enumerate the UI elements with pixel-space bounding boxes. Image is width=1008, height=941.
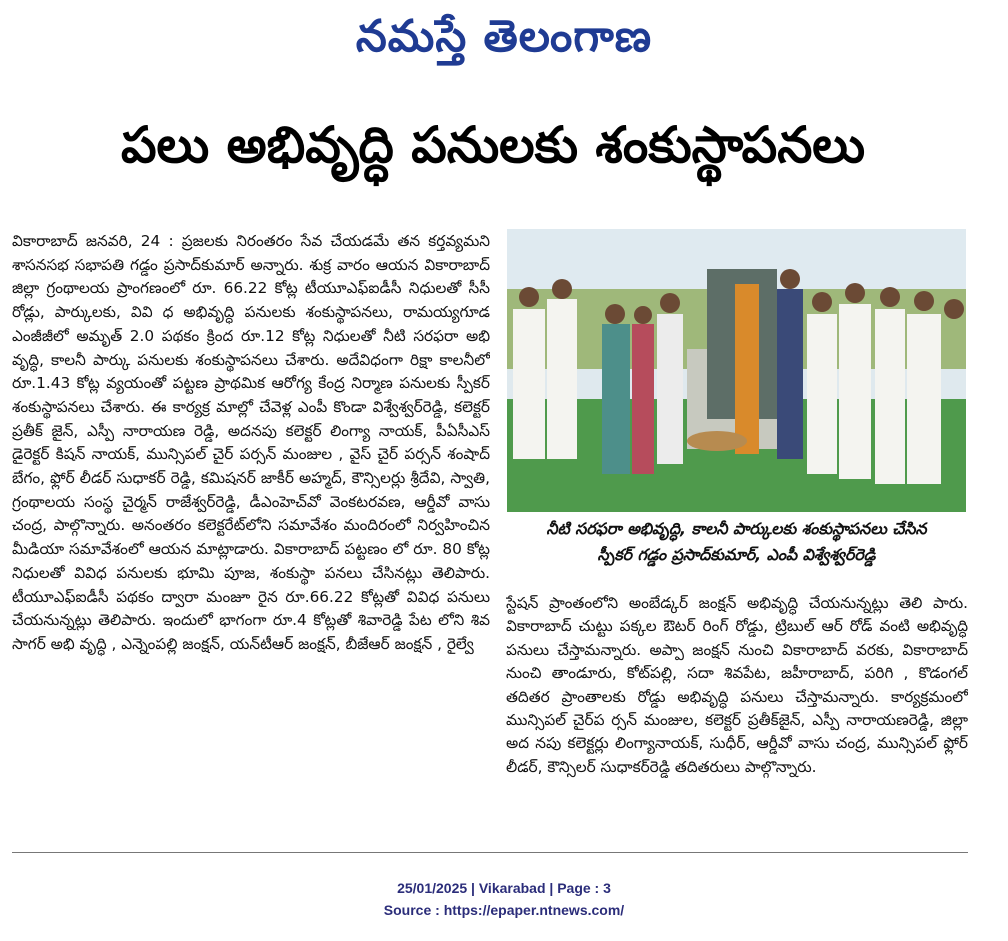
photo-caption [507, 516, 966, 580]
event-photo [507, 229, 966, 512]
page-footer [0, 877, 1008, 921]
bottom-divider [12, 852, 968, 853]
article-body-left-column [12, 230, 490, 842]
body-text-right: స్టేషన్ ప్రాంతంలోని అంబేడ్కర్ జంక్షన్ అభివృద్ధి చేయనున్నట్లు తెలి పారు. వికారాబాద్ చుట్టు పక్కల ఔటర్ రింగ్ రోడ్డు, ట్రిబుల్ ఆర్ రోడ్ వంటి అభివృద్ధి పనులు చేస్తామన్నారు. అప్పా జంక్షన్ నుంచి వికారాబాద్ వరకు, వికారాబాద్ నుంచి తాండూరు, కోట్‌పల్లి, సదా శివపేట, జహీరాబాద్, పరిగి , కొడంగల్ తదితర ప్రాంతాలకు రోడ్డు అభివృద్ధి పనులు చేస్తామన్నారు. కార్యక్రమంలో మున్సిపల్ చైర్‌ప ర్సన్ మంజుల, కలెక్టర్ ప్రతీక్‌జైన్, ఎస్పీ నారాయణరెడ్డి, జిల్లా అద నపు కలెక్టర్లు లింగ్యానాయక్, సుధీర్, ఆర్డీవో వాసు చంద్ర, మున్సిపల్ ఫ్లోర్ లీడర్, కౌన్సిలర్ సుధాకర్‌రెడ్డి తదితరులు పాల్గొన్నారు. [506, 594, 968, 776]
article-body-right-column [506, 592, 968, 842]
photo-caption-line-2: స్పీకర్ గడ్డం ప్రసాద్‌కుమార్, ఎంపీ విశ్వేశ్వర్‌రెడ్డి [597, 545, 876, 564]
body-text-left: వికారాబాద్ జనవరి, 24 : ప్రజలకు నిరంతరం సేవ చేయడమే తన కర్తవ్యమని శాసనసభ సభాపతి గడ్డం ప్రసాద్‌కుమార్ అన్నారు. శుక్ర వారం ఆయన వికారాబాద్ జిల్లా గ్రంథాలయ ప్రాంగణంలో రూ. 66.22 కోట్ల టీయూఎఫ్‌ఐడీసీ నిధులతో సీసీ రోడ్లు, పార్కులకు, వివి ధ అభివృద్ధి పనులకు శంకుస్థాపనలు, రామయ్యగూడ ఎంజీజీలో అమృత్ 2.0 పథకం క్రింద రూ.12 కోట్ల నిధులతో నీటి సరఫరా అభి వృద్ధి, కాలనీ పార్కు పనులకు శంకుస్థాపనలు చేశారు. అదేవిధంగా రిక్షా కాలనీలో రూ.1.43 కోట్ల వ్యయంతో పట్టణ ప్రాథమిక ఆరోగ్య కేంద్ర నిర్మాణ పనులకు స్పీకర్ శంకుస్థాపనలు చేశారు. ఈ కార్యక్ర మాల్లో చేవెళ్ల ఎంపీ కొండా విశ్వేశ్వర్‌రెడ్డి, కలెక్టర్ ప్రతీక్ జైన్, ఎస్పీ నారాయణ రెడ్డి, అదనపు కలెక్టర్ లింగ్యా నాయక్, పీఏసీఎస్ డైరెక్టర్ కిషన్ నాయక్, మున్సిపల్ చైర్ పర్సన్ మంజుల , వైస్ చైర్ పర్సన్ శంషాద్ బేగం, ఫ్లోర్ లీడర్ సుధాకర్ రెడ్డి, కమిషనర్ జాకీర్ అహ్మద్, కౌన్సిలర్లు శ్రీదేవి, స్వాతి, గ్రంథాలయ సంస్థ చైర్మన్ రాజేశ్వర్‌రెడ్డి, డీఎంహెచ్‌వో వెంకటరవణ, ఆర్డీవో వాసు చంద్ర, పాల్గొన్నారు. అనంతరం కలెక్టరేట్‌లోని సమావేశం మందిరంలో నిర్వహించిన మీడియా సమావేశంలో ఆయన మాట్లాడారు. వికారాబాద్ పట్టణం లో రూ. 80 కోట్ల నిధులతో వివిధ పనులకు భూమి పూజ, శంకుస్థా పనలు చేసినట్లు తెలిపారు. టీయూఎఫ్‌ఐడీసీ పథకం ద్వారా మంజూ రైన రూ.66.22 కోట్లతో వివిధ పనులు చేయనున్నట్లు తెలిపారు. ఇందులో భాగంగా రూ.4 కోట్లతో శివారెడ్డి పేట లోని శివ సాగర్ అభి వృద్ధి , ఎన్నెంపల్లి జంక్షన్, యన్‌టీఆర్ జంక్షన్, బీజేఆర్ జంక్షన్ , రైల్వే [12, 232, 490, 653]
article-headline: పలు అభివృద్ధి పనులకు శంకుస్థాపనలు [120, 116, 866, 174]
footer-date-location: 25/01/2025 | Vikarabad | Page : 3 [397, 880, 611, 896]
newspaper-masthead: నమస్తే తెలంగాణ [355, 11, 653, 62]
footer-source-link[interactable]: Source : https://epaper.ntnews.com/ [383, 902, 625, 918]
photo-caption-line-1: నీటి సరఫరా అభివృద్ధి, కాలనీ పార్కులకు శంకుస్థాపనలు చేసిన [546, 519, 927, 538]
